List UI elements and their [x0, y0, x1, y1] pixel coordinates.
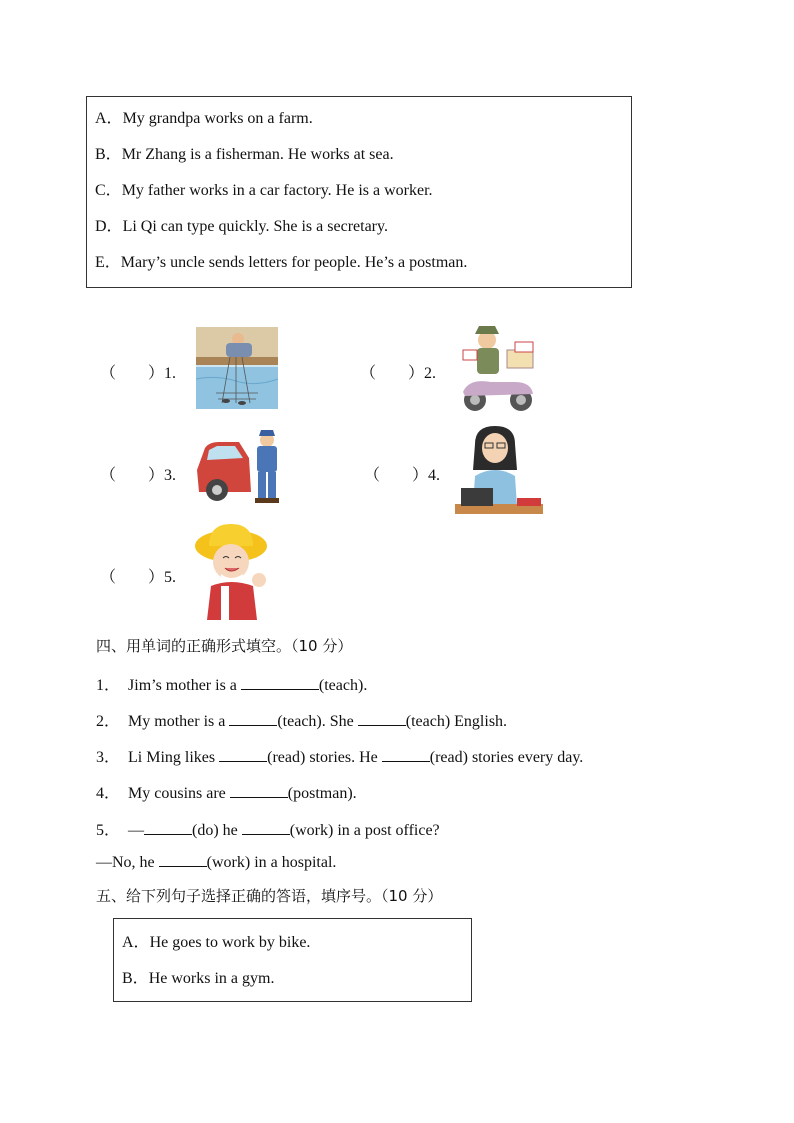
secretary-picture [455, 426, 543, 514]
option-a: A．He goes to work by bike. [122, 934, 311, 951]
postman-picture [455, 322, 537, 412]
option-e: E．Mary’s uncle sends letters for people. He’s a postman. [95, 254, 468, 271]
answer-blank[interactable] [159, 852, 207, 867]
question-4-1: 1． Jim’s mother is a (teach). [96, 677, 368, 694]
option-b: B．Mr Zhang is a fisherman. He works at sea. [95, 146, 394, 163]
question-4-3: 3． Li Ming likes (read) stories. He (read) stories every day. [96, 749, 584, 766]
section-5-title: 五、给下列句子选择正确的答语，填序号。（10 分） [96, 887, 443, 905]
question-4-4: 4． My cousins are (postman). [96, 785, 357, 802]
picture-item-3: （ ）3. [100, 467, 177, 484]
answer-blank[interactable] [144, 820, 192, 835]
picture-item-4: （ ）4. [364, 467, 441, 484]
question-4-5-answer: —No, he (work) in a hospital. [96, 854, 337, 871]
car-worker-picture [195, 430, 287, 506]
question-4-5: 5． — (do) he (work) in a post office? [96, 822, 440, 839]
question-4-2: 2． My mother is a (teach). She (teach) English. [96, 713, 508, 730]
answer-blank[interactable] [242, 820, 290, 835]
answer-paren[interactable]: （ ） [364, 467, 429, 484]
answer-blank[interactable] [229, 711, 277, 726]
answer-paren[interactable]: （ ） [100, 467, 165, 484]
matching-options-box [86, 96, 632, 288]
answer-paren[interactable]: （ ） [100, 365, 165, 382]
answer-blank[interactable] [219, 747, 267, 762]
picture-item-5: （ ）5. [100, 569, 177, 586]
picture-item-1: （ ）1. [100, 365, 177, 382]
option-d: D．Li Qi can type quickly. She is a secretary. [95, 218, 388, 235]
section-4-title: 四、用单词的正确形式填空。（10 分） [96, 637, 353, 655]
answer-blank[interactable] [230, 783, 288, 798]
option-b: B．He works in a gym. [122, 970, 275, 987]
answer-paren[interactable]: （ ） [100, 569, 165, 586]
option-c: C．My father works in a car factory. He is a worker. [95, 182, 433, 199]
answer-options-box [113, 918, 472, 1002]
answer-paren[interactable]: （ ） [360, 365, 425, 382]
option-a: A．My grandpa works on a farm. [95, 110, 313, 127]
picture-item-2: （ ）2. [360, 365, 437, 382]
answer-blank[interactable] [241, 675, 319, 690]
farmer-picture [193, 524, 271, 620]
fisherman-picture [196, 327, 278, 409]
answer-blank[interactable] [382, 747, 430, 762]
answer-blank[interactable] [358, 711, 406, 726]
